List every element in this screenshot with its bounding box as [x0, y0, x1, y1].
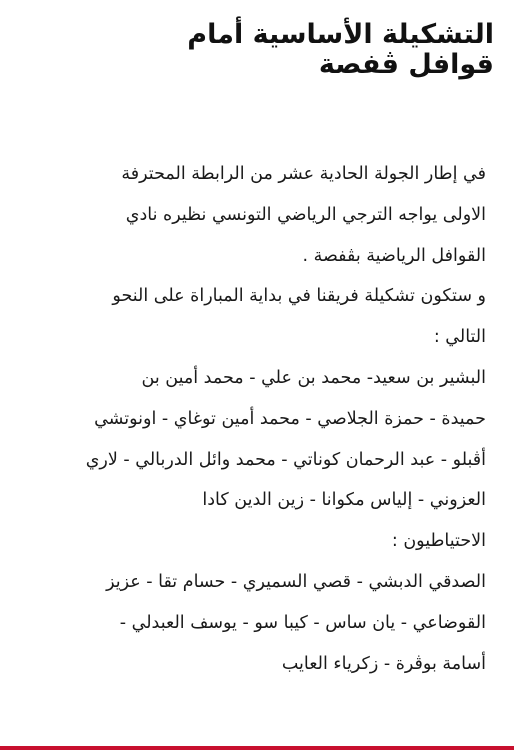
- body-line-9: العزوني - إلياس مكوانا - زين الدين كادا: [202, 490, 486, 511]
- body-line-1: في إطار الجولة الحادية عشر من الرابطة المحترفة: [121, 164, 486, 184]
- body-line-3: القوافل الرياضية بڨفصة .: [302, 245, 486, 266]
- body-line-11: الصدقي الدبشي - قصي السميري - حسام تقا - عزيز: [106, 571, 486, 592]
- body-line-2: الاولى يواجه الترجي الرياضي التونسي نظيره نادي: [125, 204, 486, 225]
- bottom-accent-bar: [0, 746, 514, 750]
- body-line-6: البشير بن سعيد- محمد بن علي - محمد أمين بن: [141, 367, 486, 388]
- body-line-5: التالي :: [433, 327, 486, 348]
- article-title-line-1: التشكيلة الأساسية أمام: [187, 19, 494, 50]
- body-line-8: أڨبلو - عبد الرحمان كوناتي - محمد وائل الدربالي - لاري: [85, 449, 486, 470]
- body-line-4: و ستكون تشكيلة فريقنا في بداية المباراة على النحو: [112, 286, 486, 307]
- body-line-13: أسامة بوڨرة - زكرياء العايب: [281, 653, 486, 674]
- article-title: [74, 20, 494, 80]
- body-line-10: الاحتياطيون :: [391, 531, 486, 552]
- article-body: [18, 154, 486, 684]
- body-line-12: القوضاعي - يان ساس - كيبا سو - يوسف العبدلي -: [119, 612, 486, 633]
- body-line-7: حميدة - حمزة الجلاصي - محمد أمين توغاي - اونوتشي: [94, 408, 486, 429]
- article-title-line-2: قوافل ڨفصة: [318, 49, 494, 80]
